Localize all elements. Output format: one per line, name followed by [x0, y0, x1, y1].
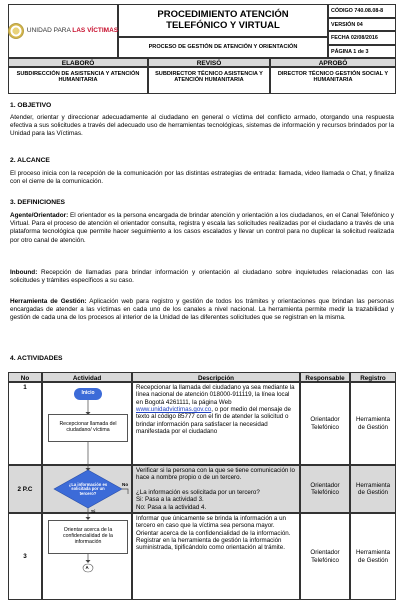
definition-agente — [10, 212, 394, 245]
flow-no-label: No — [122, 482, 129, 487]
doc-code: CÓDIGO 740.08.08-8 — [328, 4, 396, 18]
flow-start-node: Inicio — [74, 388, 102, 400]
coat-of-arms-icon — [8, 23, 24, 39]
elaboro-value: SUBDIRECCIÓN DE ASISTENCIA Y ATENCIÓN HUMANITARIA — [8, 67, 148, 94]
logo-text-em: LAS VÍCTIMAS — [72, 27, 119, 35]
row-1-desc-post: , o por medio del mensaje de texto al código 85777 con el fin de atender la solicitud o brindar información para satisfacer la necesidad manifestada por el ciudadano — [136, 405, 292, 435]
elaboro-header: ELABORÓ — [8, 58, 148, 67]
document-header — [8, 4, 396, 94]
reviso-header: REVISÓ — [148, 58, 270, 67]
column-header-responsable: Responsable — [300, 372, 350, 382]
row-3-number: 3 — [8, 513, 42, 600]
aprobo-value: DIRECTOR TÉCNICO GESTIÓN SOCIAL Y HUMANITARIA — [270, 67, 396, 94]
aprobo-header: APROBÓ — [270, 58, 396, 67]
flow-arrow-no — [122, 489, 128, 494]
row-1-number: 1 — [8, 382, 42, 465]
row-2-responsable: Orientador Telefónico — [300, 465, 350, 513]
reviso-value: SUBDIRECTOR TÉCNICO ASISTENCIA Y ATENCIÓN HUMANITARIA — [148, 67, 270, 94]
process-subtitle: PROCESO DE GESTIÓN DE ATENCIÓN Y ORIENTACIÓN — [118, 37, 328, 58]
definition-text: Recepción de llamadas para brindar información y orientación al ciudadano sobre inquietudes relacionadas con las solicitudes y trámites específicos a su caso. — [10, 269, 394, 285]
definition-term: Inbound: — [10, 269, 38, 276]
definition-text: El orientador es la persona encargada de brindar atención y orientación a los ciudadanos, en el Canal Telefónico y Virtual. Para el proceso de atención el orientador consulta, registra y escala las solicitudes realizadas por el ciudadano a través de una plataforma tecnológica que permite hacer seguimiento a los casos escalados y llevar un control para no duplicar la solicitud realizada por otro canal de atención. — [10, 212, 394, 244]
row-3-registro: Herramienta de Gestión — [350, 513, 396, 600]
row-1-registro: Herramienta de Gestión — [350, 382, 396, 465]
column-header-descripcion: Descripción — [132, 372, 300, 382]
logo-text-pre: UNIDAD PARA — [26, 27, 73, 35]
column-header-no: No — [8, 372, 42, 382]
definiciones-heading: 3. DEFINICIONES — [10, 199, 65, 206]
definition-term: Herramienta de Gestión: — [10, 298, 87, 305]
website-link[interactable]: www.unidadvictimas.gov.co — [136, 405, 212, 413]
activity-flowchart — [42, 382, 132, 600]
row-2-description: Verificar si la persona con la que se tiene comunicación lo hace a nombre propio o de un tercero. ¿La información es solicitada por un tercero? Si: Pasa a la actividad 3. No: Pasa a la actividad 4. — [132, 465, 300, 513]
alcance-heading: 2. ALCANCE — [10, 157, 50, 164]
flow-activity-3: Orientar acerca de la confidencialidad de la información — [48, 520, 128, 554]
row-3-description: Informar que únicamente se brinda la información a un tercero en caso que la víctima sea persona mayor. Orientar acerca de la confidencialidad de la información. Registrar en la herramienta de gestión la información suministrada, tipificándolo como orientación al trámite. — [132, 513, 300, 600]
doc-page-number: PÁGINA 1 de 3 — [328, 45, 396, 59]
row-1-desc-pre: Recepcionar la llamada del ciudadano ya sea mediante la línea nacional de atención 018000-911119, la línea local en Bogotá 4261111, la página Web — [136, 384, 295, 406]
flow-yes-label: Si — [91, 509, 96, 514]
flow-decision-text: ¿La información es solicitada por un tercero? — [68, 482, 108, 496]
doc-date: FECHA 02/08/2016 — [328, 31, 396, 45]
row-1-description — [132, 382, 300, 465]
document-title: PROCEDIMIENTO ATENCIÓN TELEFÓNICO Y VIRTUAL — [118, 4, 328, 37]
flow-activity-1: Recepcionar llamada del ciudadano/ víctima — [48, 414, 128, 442]
unidad-victimas-logo — [8, 23, 118, 39]
column-header-registro: Registro — [350, 372, 396, 382]
alcance-text: El proceso inicia con la recepción de la comunicación por las distintas estrategias de entrada: llamada, video llamada o Chat, y finaliza con el cierre de la comunicación. — [10, 170, 394, 186]
actividades-heading: 4. ACTIVIDADES — [10, 355, 63, 362]
definition-herramienta — [10, 298, 394, 323]
row-2-registro: Herramienta de Gestión — [350, 465, 396, 513]
flow-connector-label: A — [85, 565, 89, 570]
definition-text: Aplicación web para registro y gestión de todos los trámites y orientaciones que brindan las personas encargadas de atender a las víctimas en cada uno de los canales a nivel nacional. La herramienta permite medir la trazabilidad y gestión de cada una de los procesos al interior de la Unidad de las diferentes solicitudes que se registran en la misma. — [10, 298, 394, 322]
definition-inbound — [10, 269, 394, 285]
column-header-actividad: Actividad — [42, 372, 132, 382]
doc-version: VERSIÓN 04 — [328, 18, 396, 32]
definition-term: Agente/Orientador: — [10, 212, 69, 219]
objetivo-heading: 1. OBJETIVO — [10, 102, 52, 109]
logo-box — [8, 4, 118, 58]
row-2-number: 2 P.C — [8, 465, 42, 513]
objetivo-text: Atender, orientar y direccionar adecuadamente al ciudadano en general o víctima del conflicto armado, otorgando una respuesta efectiva a sus solicitudes a través del adecuado uso de herramientas tecnológicas, sistemas de información y recursos brindados por la Unidad para las Víctimas. — [10, 114, 394, 138]
row-3-responsable: Orientador Telefónico — [300, 513, 350, 600]
row-1-responsable: Orientador Telefónico — [300, 382, 350, 465]
